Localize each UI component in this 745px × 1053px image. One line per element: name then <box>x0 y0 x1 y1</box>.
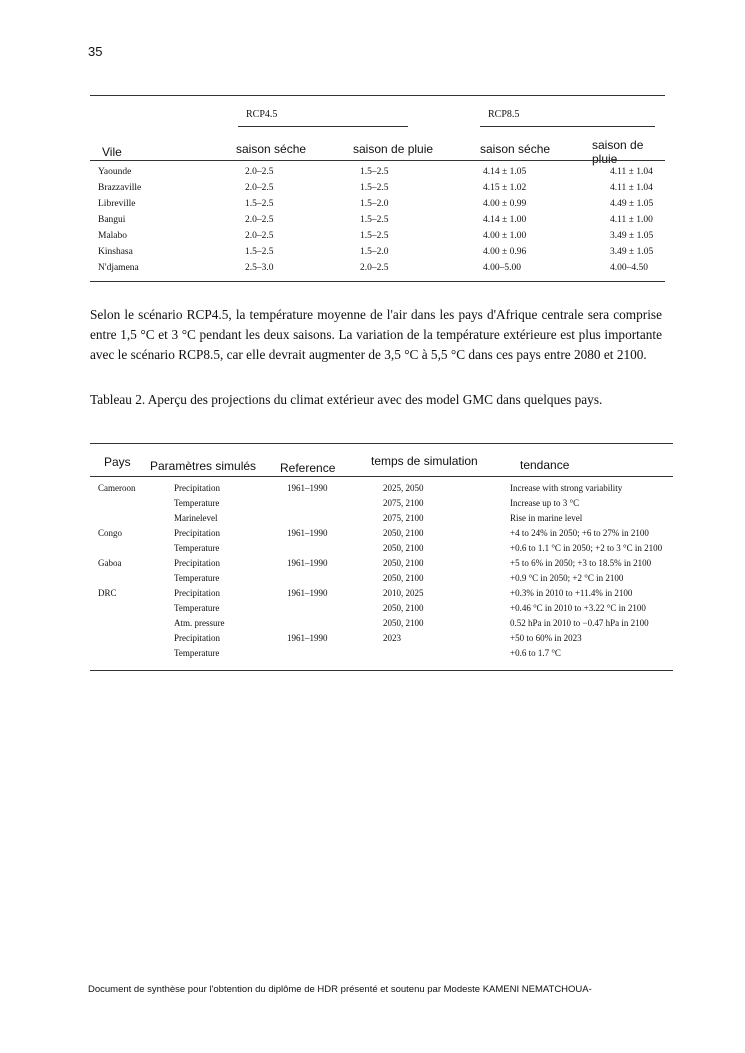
cell-tendance: +50 to 60% in 2023 <box>510 633 582 643</box>
table-row <box>90 543 673 558</box>
cell-rcp45-dry: 2.5–3.0 <box>245 263 274 273</box>
cell-param: Temperature <box>174 543 220 553</box>
table-bottom-rule <box>90 281 665 282</box>
cell-rcp45-dry: 2.0–2.5 <box>245 231 274 241</box>
cell-param: Marinelevel <box>174 513 218 523</box>
table-rcp-temperature <box>90 93 665 283</box>
cell-rcp85-rain: 3.49 ± 1.05 <box>610 231 654 241</box>
cell-rcp45-dry: 2.0–2.5 <box>245 167 274 177</box>
cell-rcp85-rain: 4.11 ± 1.04 <box>610 167 653 177</box>
cell-temps: 2050, 2100 <box>383 573 424 583</box>
col-header-rcp45-rain: saison de pluie <box>353 142 434 156</box>
cell-rcp85-rain: 4.11 ± 1.00 <box>610 215 653 225</box>
cell-ville: Bangui <box>98 215 126 225</box>
cell-temps: 2050, 2100 <box>383 543 424 553</box>
cell-rcp45-rain: 1.5–2.5 <box>360 215 389 225</box>
col-header-pays: Pays <box>104 455 131 469</box>
page-footer: Document de synthèse pour l'obtention du diplôme de HDR présenté et soutenu par Modeste KAMENI NEMATCHOUA- <box>88 984 592 995</box>
cell-tendance: Increase up to 3 °C <box>510 498 580 508</box>
cell-tendance: +0.6 to 1.1 °C in 2050; +2 to 3 °C in 2100 <box>510 543 663 553</box>
table-gmc-projections <box>90 441 673 676</box>
cell-pays: Congo <box>98 528 123 538</box>
cell-pays: Gaboa <box>98 558 122 568</box>
cell-reference: 1961–1990 <box>287 528 328 538</box>
cell-rcp85-dry: 4.00 ± 0.99 <box>483 199 527 209</box>
page-number: 35 <box>88 44 103 59</box>
cell-param: Temperature <box>174 648 220 658</box>
cell-param: Precipitation <box>174 483 220 493</box>
group-header-rcp85: RCP8.5 <box>488 109 520 120</box>
cell-ville: Libreville <box>98 199 136 209</box>
table-row <box>90 528 673 543</box>
table-row <box>90 498 673 513</box>
table-row <box>90 247 665 263</box>
cell-param: Atm. pressure <box>174 618 225 628</box>
table-row <box>90 573 673 588</box>
table-row <box>90 588 673 603</box>
table-row <box>90 215 665 231</box>
body-paragraph: Selon le scénario RCP4.5, la température moyenne de l'air dans les pays d'Afrique centrale sera comprise entre 1,5 °C et 3 °C pendant les deux saisons. La variation de la température extérieure est plus importante avec le scénario RCP8.5, car elle devrait augmenter de 3,5 °C à 5,5 °C dans ces pays entre 2080 et 2100. <box>90 307 662 362</box>
col-header-rcp45-dry: saison séche <box>236 142 307 156</box>
cell-rcp45-dry: 2.0–2.5 <box>245 215 274 225</box>
cell-temps: 2023 <box>383 633 401 643</box>
cell-param: Temperature <box>174 498 220 508</box>
cell-param: Precipitation <box>174 588 220 598</box>
group-rule-rcp45 <box>238 126 408 127</box>
cell-rcp45-rain: 1.5–2.0 <box>360 199 389 209</box>
cell-tendance: +5 to 6% in 2050; +3 to 18.5% in 2100 <box>510 558 652 568</box>
cell-tendance: +0.6 to 1.7 °C <box>510 648 561 658</box>
cell-ville: Yaounde <box>98 167 132 177</box>
cell-rcp85-rain: 4.11 ± 1.04 <box>610 183 653 193</box>
cell-tendance: +4 to 24% in 2050; +6 to 27% in 2100 <box>510 528 649 538</box>
table-row <box>90 558 673 573</box>
cell-ville: Malabo <box>98 231 128 241</box>
col-header-rcp85-dry: saison séche <box>480 142 551 156</box>
cell-param: Temperature <box>174 573 220 583</box>
table-row <box>90 167 665 183</box>
cell-ville: Kinshasa <box>98 247 133 257</box>
table-row <box>90 648 673 663</box>
table-row <box>90 483 673 498</box>
cell-temps: 2010, 2025 <box>383 588 424 598</box>
cell-tendance: Increase with strong variability <box>510 483 623 493</box>
cell-pays: Cameroon <box>98 483 136 493</box>
cell-param: Temperature <box>174 603 220 613</box>
cell-pays: DRC <box>98 588 117 598</box>
table-row <box>90 603 673 618</box>
table-row <box>90 618 673 633</box>
cell-tendance: +0.3% in 2010 to +11.4% in 2100 <box>510 588 633 598</box>
table-top-rule <box>90 443 673 444</box>
cell-rcp85-dry: 4.00 ± 1.00 <box>483 231 527 241</box>
cell-rcp85-rain: 4.49 ± 1.05 <box>610 199 654 209</box>
table-bottom-rule <box>90 670 673 671</box>
cell-tendance: 0.52 hPa in 2010 to −0.47 hPa in 2100 <box>510 618 649 628</box>
cell-rcp85-dry: 4.00 ± 0.96 <box>483 247 527 257</box>
cell-param: Precipitation <box>174 558 220 568</box>
cell-reference: 1961–1990 <box>287 633 328 643</box>
cell-tendance: Rise in marine level <box>510 513 583 523</box>
cell-rcp45-rain: 1.5–2.5 <box>360 231 389 241</box>
cell-rcp45-rain: 1.5–2.5 <box>360 183 389 193</box>
cell-temps: 2075, 2100 <box>383 513 424 523</box>
cell-param: Precipitation <box>174 528 220 538</box>
table-caption: Tableau 2. Aperçu des projections du climat extérieur avec des model GMC dans quelques pays. <box>90 392 603 407</box>
cell-temps: 2050, 2100 <box>383 618 424 628</box>
cell-tendance: +0.9 °C in 2050; +2 °C in 2100 <box>510 573 624 583</box>
group-header-rcp45: RCP4.5 <box>246 109 278 120</box>
cell-rcp85-dry: 4.14 ± 1.00 <box>483 215 527 225</box>
cell-reference: 1961–1990 <box>287 588 328 598</box>
col-header-rcp85-rain: saison de pluie <box>592 138 644 166</box>
cell-reference: 1961–1990 <box>287 558 328 568</box>
table-top-rule <box>90 95 665 96</box>
col-header-reference: Reference <box>280 461 336 475</box>
table-row <box>90 633 673 648</box>
cell-rcp45-rain: 1.5–2.5 <box>360 167 389 177</box>
cell-rcp45-rain: 1.5–2.0 <box>360 247 389 257</box>
cell-rcp85-rain: 4.00–4.50 <box>610 263 648 273</box>
cell-rcp85-rain: 3.49 ± 1.05 <box>610 247 654 257</box>
cell-rcp85-dry: 4.15 ± 1.02 <box>483 183 527 193</box>
cell-temps: 2025, 2050 <box>383 483 424 493</box>
col-header-ville: Vile <box>102 145 122 159</box>
cell-rcp45-rain: 2.0–2.5 <box>360 263 389 273</box>
cell-temps: 2050, 2100 <box>383 558 424 568</box>
cell-rcp85-dry: 4.00–5.00 <box>483 263 521 273</box>
cell-param: Precipitation <box>174 633 220 643</box>
cell-rcp45-dry: 2.0–2.5 <box>245 183 274 193</box>
cell-rcp45-dry: 1.5–2.5 <box>245 199 274 209</box>
cell-rcp85-dry: 4.14 ± 1.05 <box>483 167 527 177</box>
cell-tendance: +0.46 °C in 2010 to +3.22 °C in 2100 <box>510 603 646 613</box>
group-rule-rcp85 <box>480 126 655 127</box>
col-header-params: Paramètres simulés <box>150 459 257 473</box>
table-row <box>90 199 665 215</box>
table-header-rule <box>90 160 665 161</box>
cell-reference: 1961–1990 <box>287 483 328 493</box>
table-row <box>90 183 665 199</box>
table-row <box>90 231 665 247</box>
col-header-temps: temps de simulation <box>371 454 478 468</box>
cell-temps: 2050, 2100 <box>383 528 424 538</box>
cell-rcp45-dry: 1.5–2.5 <box>245 247 274 257</box>
table-header-rule <box>90 476 673 477</box>
cell-ville: Brazzaville <box>98 183 142 193</box>
col-header-tendance: tendance <box>520 458 570 472</box>
cell-ville: N'djamena <box>98 263 139 273</box>
table-row <box>90 513 673 528</box>
cell-temps: 2050, 2100 <box>383 603 424 613</box>
table-row <box>90 263 665 279</box>
cell-temps: 2075, 2100 <box>383 498 424 508</box>
